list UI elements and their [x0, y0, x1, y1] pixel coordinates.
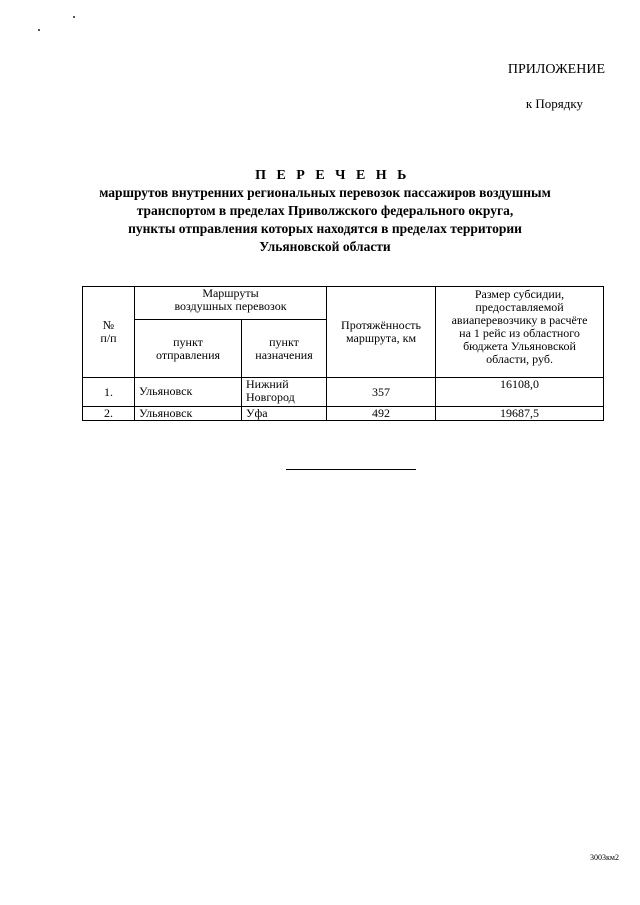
row-num: 1. [83, 378, 135, 407]
header-destination: пункт назначения [242, 320, 327, 378]
separator-line [286, 469, 416, 470]
row-length: 357 [327, 378, 436, 407]
header-num: № п/п [83, 287, 135, 378]
header-departure: пункт отправления [135, 320, 242, 378]
title-line: пункты отправления которых находятся в пределах территории [128, 221, 522, 236]
routes-table [82, 286, 604, 421]
row-departure: Ульяновск [135, 378, 242, 407]
row-departure: Ульяновск [135, 407, 242, 421]
document-title [0, 168, 640, 256]
header-length: Протяжённость маршрута, км [327, 287, 436, 378]
title-line: Ульяновской области [259, 239, 391, 254]
row-destination: Нижний Новгород [242, 378, 327, 407]
header-subsidy: Размер субсидии, предоставляемой авиаперевозчику в расчёте на 1 рейс из областного бюджета Ульяновской области, руб. [436, 287, 604, 378]
row-num: 2. [83, 407, 135, 421]
annex-label: ПРИЛОЖЕНИЕ [507, 62, 605, 77]
header-routes: Маршруты воздушных перевозок [135, 287, 327, 320]
table-row [83, 378, 604, 407]
row-length: 492 [327, 407, 436, 421]
order-reference: к Порядку [525, 96, 583, 111]
row-subsidy: 16108,0 [436, 378, 604, 407]
scan-speck [73, 16, 75, 18]
table-row [83, 407, 604, 421]
row-destination: Уфа [242, 407, 327, 421]
title-line: маршрутов внутренних региональных перевозок пассажиров воздушным [99, 185, 551, 200]
document-id: 3003км2 [590, 853, 619, 862]
row-subsidy: 19687,5 [436, 407, 604, 421]
title-heading: П Е Р Е Ч Е Н Ь [255, 168, 410, 183]
scan-speck [38, 29, 40, 31]
title-line: транспортом в пределах Приволжского федерального округа, [136, 203, 514, 218]
